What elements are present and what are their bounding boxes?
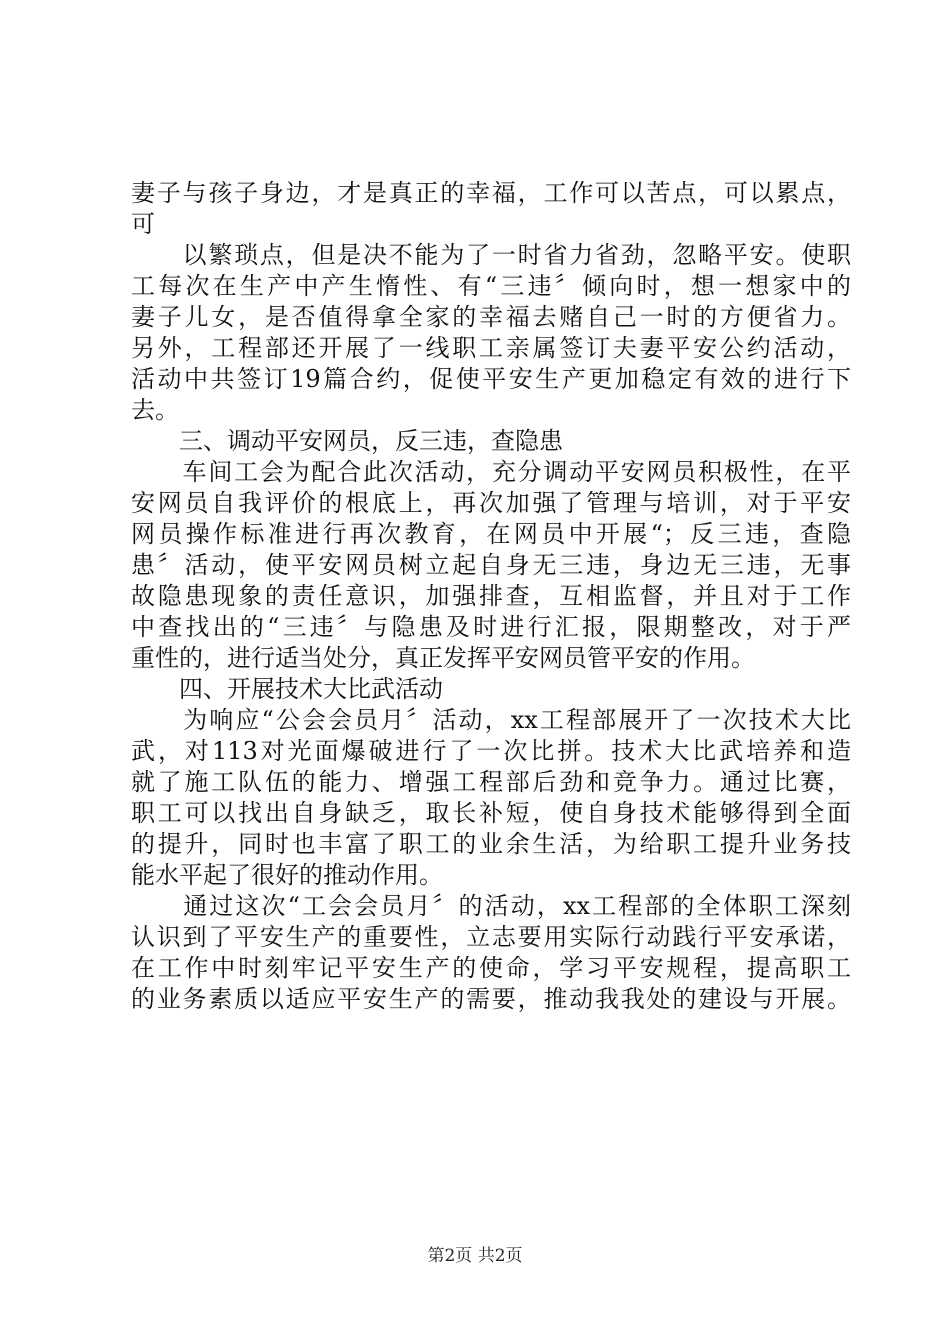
text-line: 的提升，同时也丰富了职工的业余生活，为给职工提升业务技 — [131, 830, 851, 858]
text-line: 网员操作标准进行再次教育，在网员中开展“；反三违，查隐 — [131, 520, 851, 548]
text-line: 活动中共签订19篇合约，促使平安生产更加稳定有效的进行下 — [131, 365, 851, 393]
document-body — [131, 178, 851, 1015]
text-line: 认识到了平安生产的重要性，立志要用实际行动践行平安承诺， — [131, 923, 851, 951]
text-line: 就了施工队伍的能力、增强工程部后劲和竞争力。通过比赛， — [131, 768, 851, 796]
page-footer: 第2页 共2页 — [427, 1246, 523, 1266]
text-line: 安网员自我评价的根底上，再次加强了管理与培训，对于平安 — [131, 489, 851, 517]
text-line: 故隐患现象的责任意识，加强排查，互相监督，并且对于工作 — [131, 582, 851, 610]
text-line: 工每次在生产中产生惰性、有“三违〞倾向时，想一想家中的 — [131, 272, 851, 300]
text-line: 武，对113对光面爆破进行了一次比拼。技术大比武培养和造 — [131, 737, 851, 765]
text-line: 能水平起了很好的推动作用。 — [131, 861, 443, 889]
text-line: 去。 — [131, 396, 179, 424]
text-line: 重性的，进行适当处分，真正发挥平安网员管平安的作用。 — [131, 644, 755, 672]
text-line: 中查找出的“三违〞与隐患及时进行汇报，限期整改，对于严 — [131, 613, 851, 641]
text-line: 以繁琐点，但是决不能为了一时省力省劲，忽略平安。使职 — [131, 241, 851, 269]
text-line: 可 — [131, 210, 155, 238]
text-line: 患〞活动，使平安网员树立起自身无三违，身边无三违，无事 — [131, 551, 851, 579]
text-line: 通过这次“工会会员月〞的活动，xx工程部的全体职工深刻 — [131, 892, 851, 920]
text-line: 的业务素质以适应平安生产的需要，推动我我处的建设与开展。 — [131, 985, 851, 1013]
text-line: 在工作中时刻牢记平安生产的使命，学习平安规程，提高职工 — [131, 954, 851, 982]
text-line: 妻子与孩子身边，才是真正的幸福，工作可以苦点，可以累点， — [131, 179, 851, 207]
text-line: 另外，工程部还开展了一线职工亲属签订夫妻平安公约活动， — [131, 334, 851, 362]
text-line: 三、调动平安网员，反三违，查隐患 — [131, 427, 563, 455]
text-line: 为响应“公会会员月〞活动，xx工程部展开了一次技术大比 — [131, 706, 851, 734]
text-line: 职工可以找出自身缺乏，取长补短，使自身技术能够得到全面 — [131, 799, 851, 827]
text-line: 四、开展技术大比武活动 — [131, 675, 443, 703]
text-line: 妻子儿女，是否值得拿全家的幸福去赌自己一时的方便省力。 — [131, 303, 851, 331]
text-line: 车间工会为配合此次活动，充分调动平安网员积极性，在平 — [131, 458, 851, 486]
